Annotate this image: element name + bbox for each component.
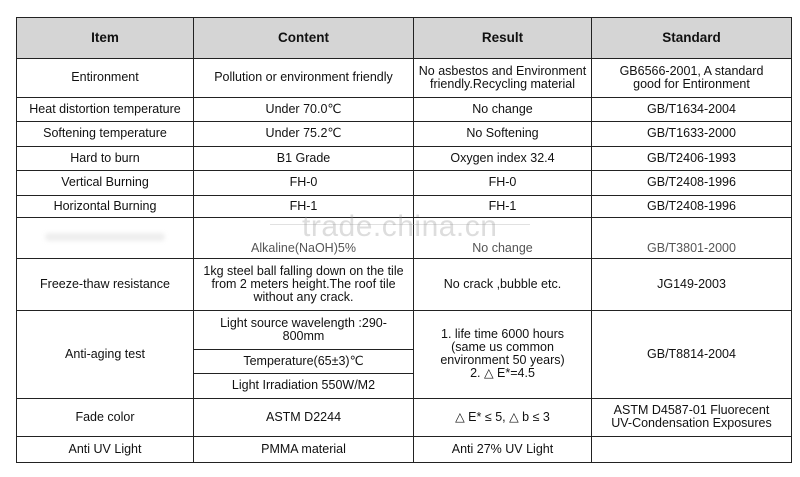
cell-item: Freeze-thaw resistance (17, 258, 194, 310)
cell-item: Hard to burn (17, 146, 194, 170)
table-row (17, 146, 792, 170)
cell-result: No Softening (414, 122, 592, 146)
cell-text-line: from 2 meters height.The roof tile (211, 276, 396, 291)
watermark-underline (270, 224, 530, 225)
cell-result: Oxygen index 32.4 (414, 146, 592, 170)
cell-content: Temperature(65±3)℃ (194, 349, 414, 373)
cell-standard: GB/T2406-1993 (592, 146, 792, 170)
cell-text-line: No asbestos and Environment (418, 63, 587, 78)
cell-item: Fade color (17, 398, 194, 437)
cell-standard: JG149-2003 (592, 258, 792, 310)
header-content: Content (194, 18, 414, 59)
cell-text-line: friendly.Recycling material (430, 76, 575, 91)
cell-result (414, 310, 592, 398)
cell-result (414, 58, 592, 97)
cell-result: No change (414, 97, 592, 121)
cell-content: Pollution or environment friendly (194, 58, 414, 97)
table-row (17, 310, 792, 349)
cell-text-line: environment 50 years) (440, 353, 565, 368)
cell-text-line: (same us common (451, 340, 554, 355)
cell-text-line: Light source wavelength :290- (220, 315, 387, 330)
cell-content: FH-1 (194, 195, 414, 217)
cell-item: Anti-aging test (17, 310, 194, 398)
cell-text-line: ASTM D4587-01 Fluorecent (613, 403, 770, 418)
obscured-area (45, 233, 165, 241)
table-row (17, 258, 792, 310)
cell-standard: GB/T8814-2004 (592, 310, 792, 398)
cell-text-line: 1kg steel ball falling down on the tile (203, 263, 404, 278)
cell-item: Entironment (17, 58, 194, 97)
table-row (17, 122, 792, 146)
table-row (17, 97, 792, 121)
cell-content: Alkaline(NaOH)5% (194, 217, 414, 258)
cell-content: B1 Grade (194, 146, 414, 170)
cell-content: PMMA material (194, 437, 414, 463)
cell-text-line: 1. life time 6000 hours (441, 327, 564, 342)
cell-content (194, 258, 414, 310)
table-row (17, 398, 792, 437)
cell-content: Under 70.0℃ (194, 97, 414, 121)
cell-text-line: GB6566-2001, A standard (619, 63, 764, 78)
cell-result: Anti 27% UV Light (414, 437, 592, 463)
cell-standard (592, 437, 792, 463)
cell-text-line: 2. △ E*=4.5 (470, 366, 535, 381)
cell-item: Horizontal Burning (17, 195, 194, 217)
spec-table (16, 17, 792, 463)
cell-text-line: good for Entironment (633, 76, 750, 91)
cell-content: ASTM D2244 (194, 398, 414, 437)
cell-text-line: UV-Condensation Exposures (611, 416, 772, 431)
watermark-text: trade.china.cn (302, 210, 498, 243)
cell-standard: GB/T2408-1996 (592, 171, 792, 195)
cell-content: Light Irradiation 550W/M2 (194, 374, 414, 398)
cell-item: Softening temperature (17, 122, 194, 146)
cell-item-obscured (17, 217, 194, 258)
cell-item: Anti UV Light (17, 437, 194, 463)
cell-result: △ E* ≤ 5, △ b ≤ 3 (414, 398, 592, 437)
table-header-row (17, 18, 792, 59)
cell-result: FH-1 (414, 195, 592, 217)
table-row (17, 171, 792, 195)
cell-item: Heat distortion temperature (17, 97, 194, 121)
cell-standard: GB/T2408-1996 (592, 195, 792, 217)
cell-standard: GB/T1634-2004 (592, 97, 792, 121)
header-item: Item (17, 18, 194, 59)
cell-content: FH-0 (194, 171, 414, 195)
cell-standard (592, 58, 792, 97)
cell-standard: GB/T3801-2000 (592, 217, 792, 258)
cell-content (194, 310, 414, 349)
cell-content: Under 75.2℃ (194, 122, 414, 146)
cell-standard: GB/T1633-2000 (592, 122, 792, 146)
cell-text-line: 800mm (282, 328, 325, 343)
header-result: Result (414, 18, 592, 59)
cell-result: No change (414, 217, 592, 258)
table-row (17, 58, 792, 97)
cell-item: Vertical Burning (17, 171, 194, 195)
table-row (17, 195, 792, 217)
header-standard: Standard (592, 18, 792, 59)
cell-result: FH-0 (414, 171, 592, 195)
cell-standard (592, 398, 792, 437)
cell-text-line: without any crack. (253, 289, 354, 304)
table-row (17, 437, 792, 463)
cell-result: No crack ,bubble etc. (414, 258, 592, 310)
